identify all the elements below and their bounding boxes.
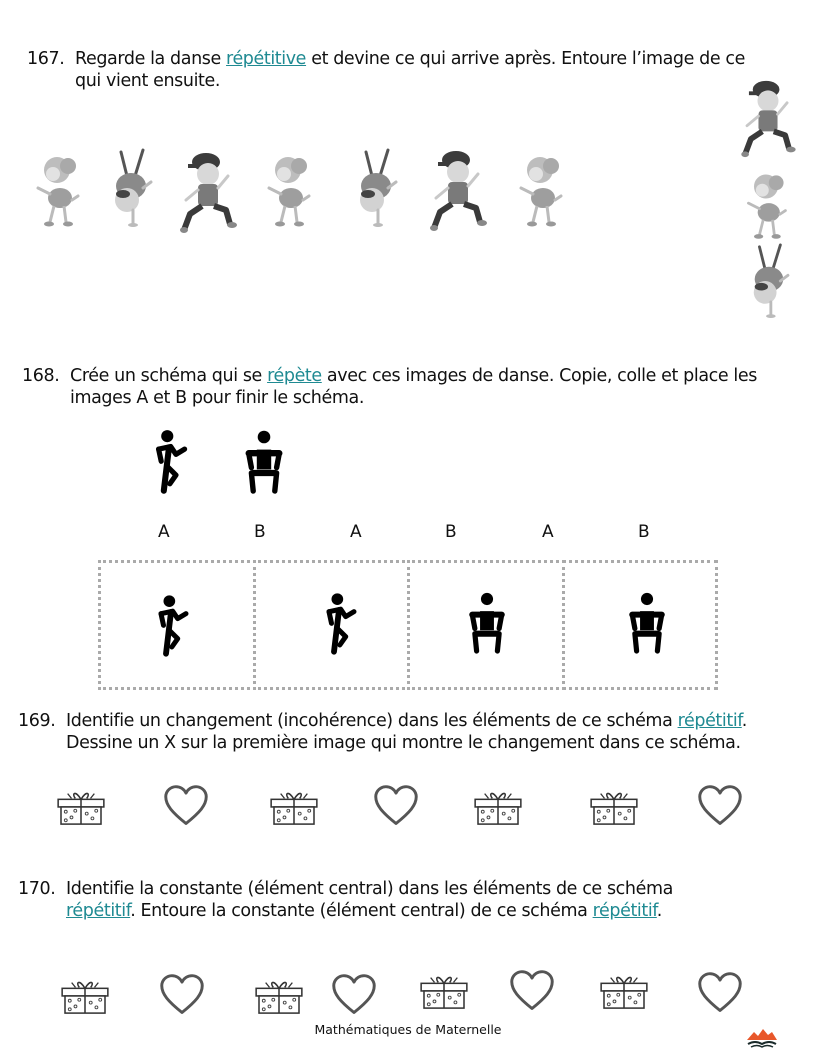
heart-icon[interactable]: [159, 972, 205, 1018]
question-number: 167.: [27, 49, 65, 69]
gift-icon[interactable]: [58, 975, 112, 1015]
vocabulary-link[interactable]: répétitive: [226, 49, 307, 69]
question-text: . Entoure la constante (élément central) de ce schéma: [130, 901, 593, 921]
question-167: [27, 48, 787, 92]
question-text: avec ces images de danse. Copie, colle et place les: [321, 366, 757, 386]
boy-cap-lunge-image: [428, 148, 488, 234]
choice-girl-dancing[interactable]: [742, 168, 790, 242]
vocabulary-link[interactable]: répétitif: [592, 901, 657, 921]
gift-icon[interactable]: [53, 786, 109, 826]
question-number: 170.: [18, 879, 56, 899]
heart-icon[interactable]: [163, 784, 209, 828]
question-text: Regarde la danse: [75, 49, 227, 69]
question-text: qui vient ensuite.: [75, 71, 221, 91]
choice-boy-cap-lunge[interactable]: [738, 78, 798, 160]
runner-figure[interactable]: [314, 588, 364, 662]
question-number: 168.: [22, 366, 60, 386]
question-text: .: [741, 711, 747, 731]
pattern-label: B: [445, 522, 457, 542]
question-number: 169.: [18, 711, 56, 731]
question-168: [22, 365, 792, 409]
question-text: Dessine un X sur la première image qui montre le changement dans ce schéma.: [66, 733, 741, 753]
runner-figure[interactable]: [146, 590, 196, 664]
vocabulary-link[interactable]: répétitif: [66, 901, 131, 921]
pattern-label: A: [350, 522, 362, 542]
question-text: Crée un schéma qui se: [70, 366, 268, 386]
boy-cap-lunge-image: [178, 150, 238, 236]
footer-text: Mathématiques de Maternelle: [314, 1022, 502, 1037]
gift-icon[interactable]: [586, 786, 642, 826]
pattern-label: A: [158, 522, 170, 542]
gift-icon[interactable]: [252, 975, 306, 1015]
boy-handstand-image: [350, 148, 400, 228]
girl-dancing-image: [515, 150, 565, 230]
heart-icon[interactable]: [373, 784, 419, 828]
pattern-label: B: [638, 522, 650, 542]
squat-figure-b[interactable]: [236, 428, 292, 500]
question-text: Identifie un changement (incohérence) dans les éléments de ce schéma: [66, 711, 678, 731]
gift-icon[interactable]: [266, 786, 322, 826]
vocabulary-link[interactable]: répétitif: [677, 711, 742, 731]
girl-dancing-image: [32, 150, 82, 230]
pattern-label: A: [542, 522, 554, 542]
vocabulary-link[interactable]: répète: [267, 366, 322, 386]
question-text: images A et B pour finir le schéma.: [70, 388, 365, 408]
runner-figure-a[interactable]: [143, 425, 195, 501]
gift-icon[interactable]: [470, 786, 526, 826]
squat-figure[interactable]: [621, 590, 673, 660]
gift-icon[interactable]: [597, 970, 651, 1010]
question-text: Identifie la constante (élément central) dans les éléments de ce schéma: [66, 879, 673, 899]
choice-boy-handstand[interactable]: [744, 243, 792, 319]
pattern-label: B: [254, 522, 266, 542]
question-170: [18, 878, 808, 922]
boy-handstand-image: [105, 148, 155, 228]
question-text: .: [656, 901, 662, 921]
heart-icon[interactable]: [697, 784, 743, 828]
question-169: [18, 710, 808, 754]
girl-dancing-image: [263, 150, 313, 230]
question-text: et devine ce qui arrive après. Entoure l’image de ce: [306, 49, 745, 69]
heart-icon[interactable]: [509, 968, 555, 1014]
heart-icon[interactable]: [331, 972, 377, 1018]
heart-icon[interactable]: [697, 970, 743, 1016]
mountain-book-logo-icon: [745, 1028, 779, 1050]
squat-figure[interactable]: [461, 590, 513, 660]
gift-icon[interactable]: [417, 970, 471, 1010]
